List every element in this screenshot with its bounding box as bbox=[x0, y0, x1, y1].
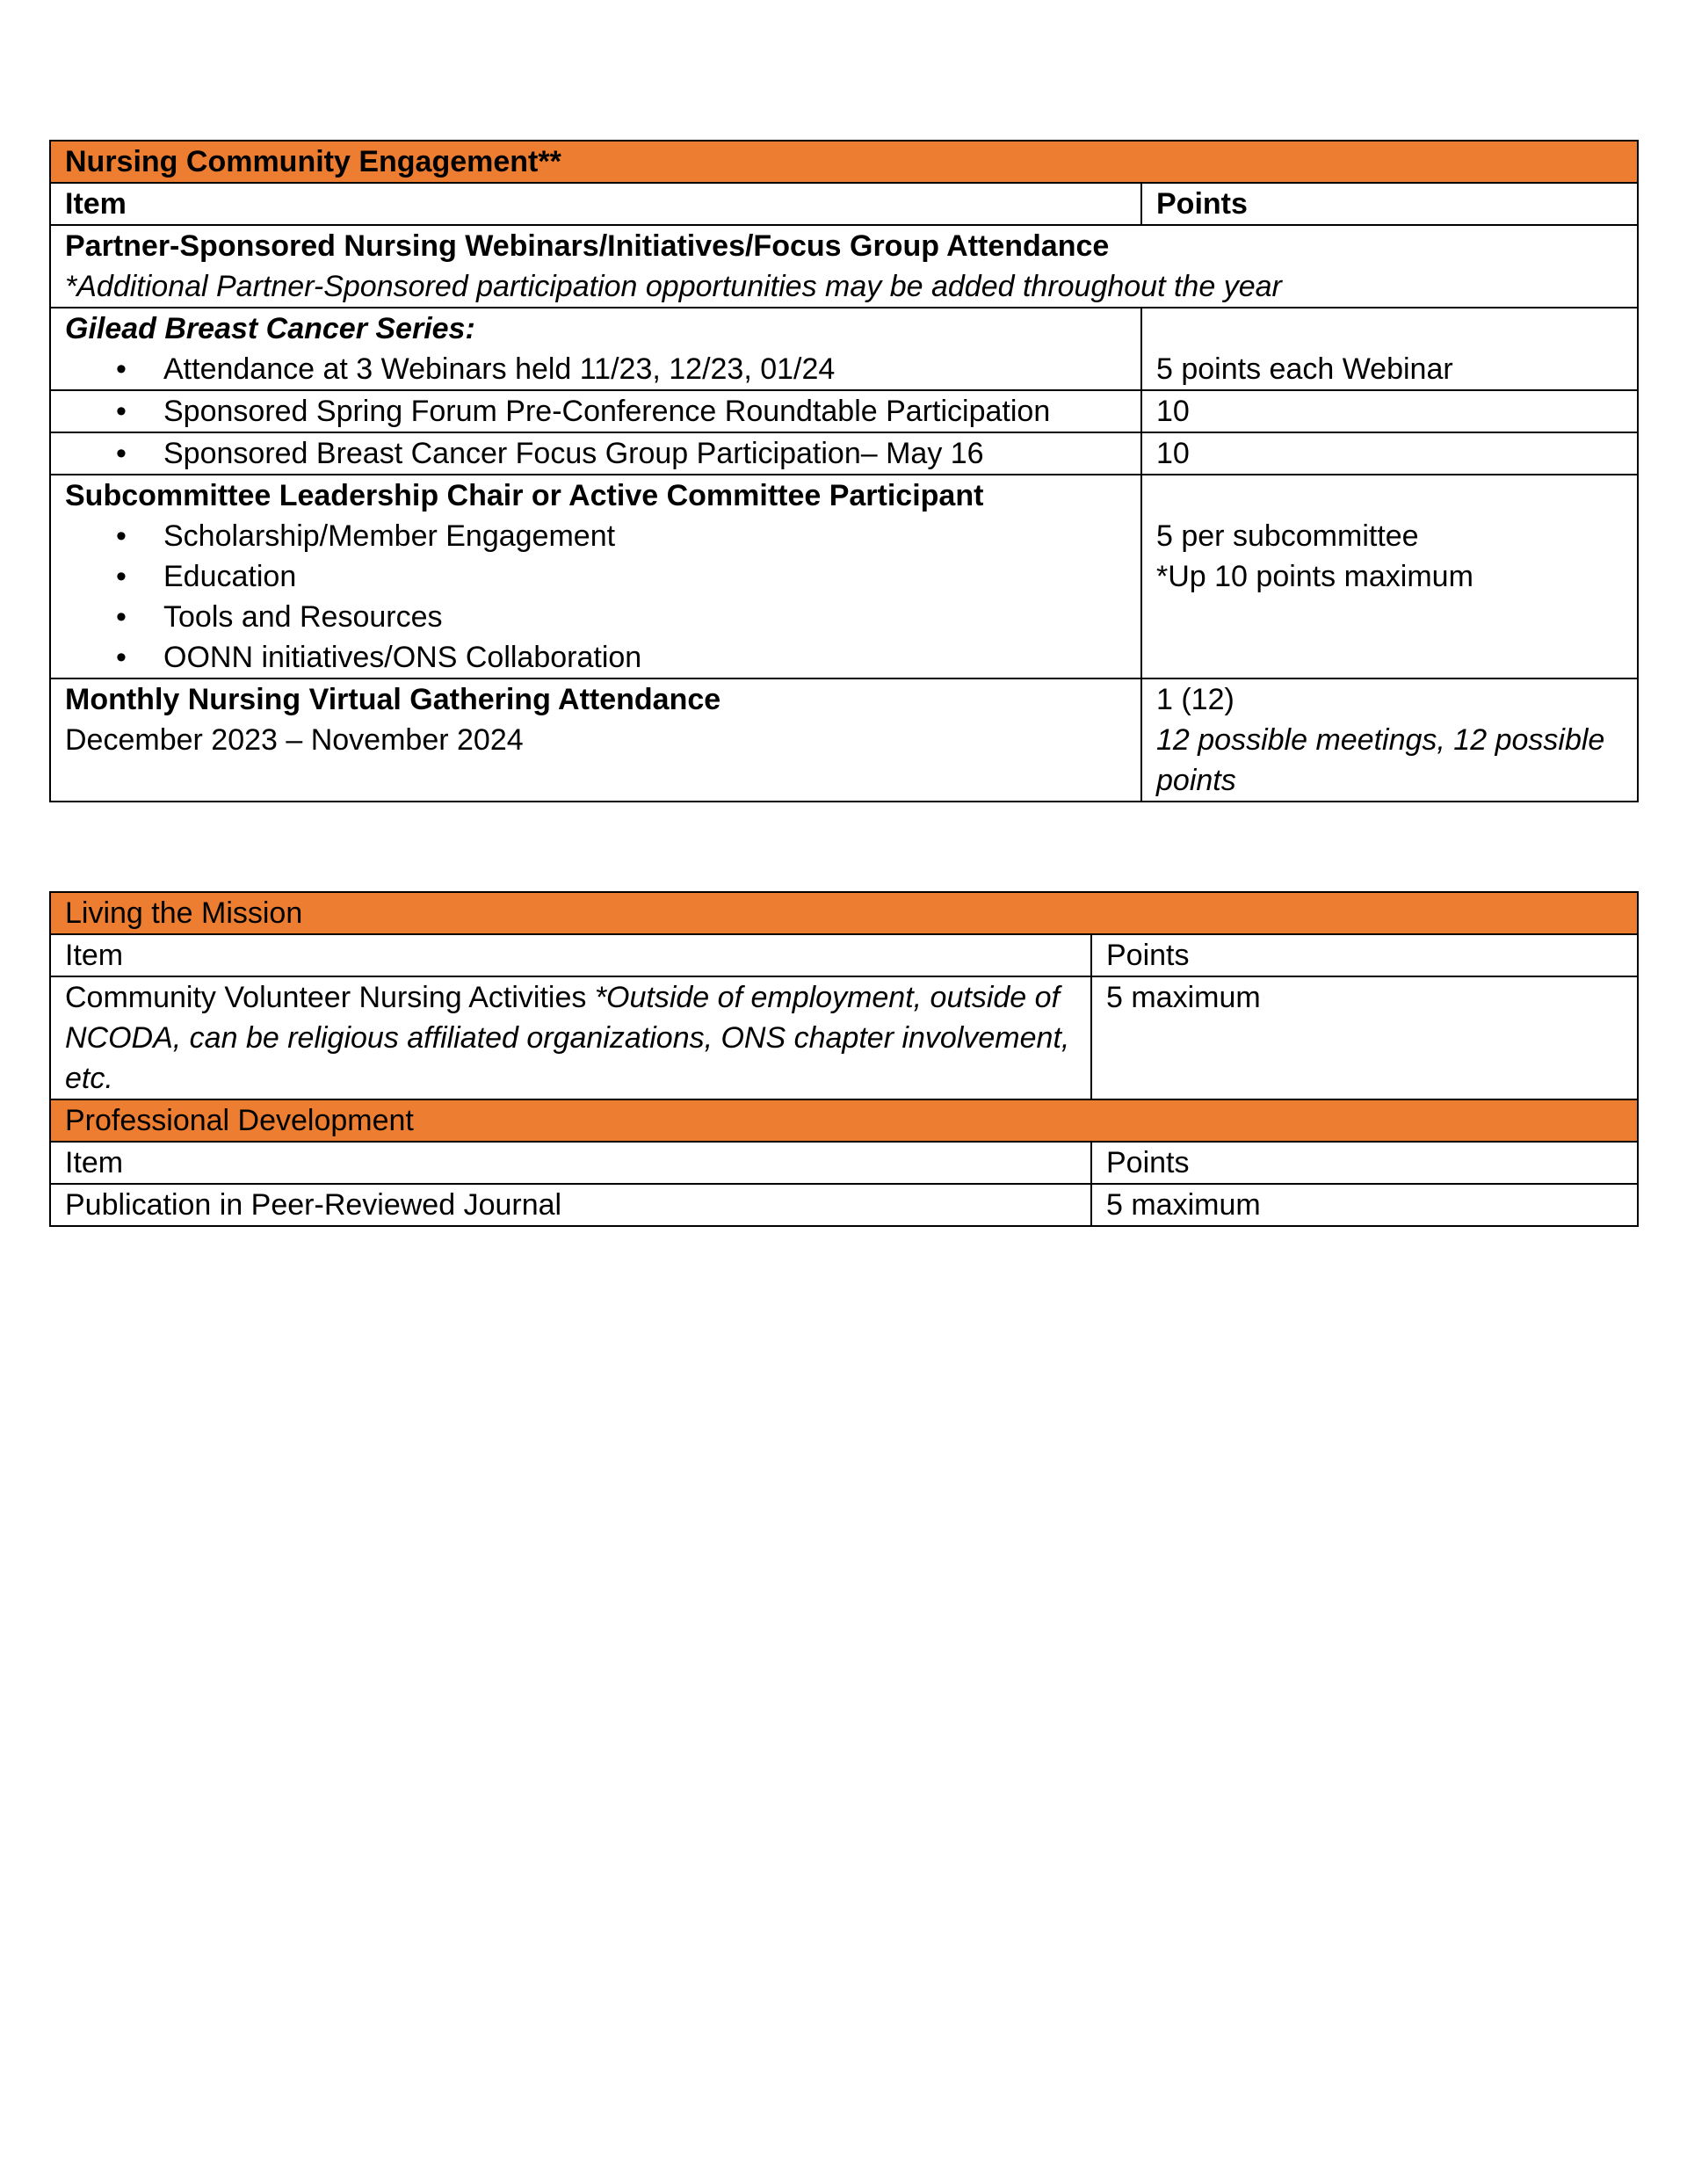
focus-group-row bbox=[50, 432, 1638, 475]
engagement-title: Nursing Community Engagement** bbox=[50, 141, 1638, 183]
mission-column-header-row bbox=[50, 934, 1638, 976]
mission-title: Living the Mission bbox=[50, 892, 1638, 934]
monthly-row bbox=[50, 678, 1638, 802]
subcommittee-list-item: • Scholarship/Member Engagement bbox=[65, 516, 1126, 556]
subcommittee-list-item: • Tools and Resources bbox=[65, 597, 1126, 637]
column-header-points: Points bbox=[1141, 183, 1638, 225]
volunteer-item-note: *Outside of employment, outside of NCODA, can be religious affiliated organizations, ONS chapter involvement, etc. bbox=[65, 981, 1070, 1095]
volunteer-row bbox=[50, 976, 1638, 1099]
monthly-heading: Monthly Nursing Virtual Gathering Attendance bbox=[65, 683, 721, 716]
mission-header-row bbox=[50, 892, 1638, 934]
gilead-webinar-item: • Attendance at 3 Webinars held 11/23, 12/23, 01/24 bbox=[65, 349, 1126, 389]
monthly-item-cell bbox=[50, 678, 1141, 802]
partner-note: *Additional Partner-Sponsored participation opportunities may be added throughout the year bbox=[65, 270, 1282, 303]
subcommittee-list-item: • Education bbox=[65, 556, 1126, 597]
subcommittee-list-item: • OONN initiatives/ONS Collaboration bbox=[65, 637, 1126, 678]
gilead-item-cell bbox=[50, 308, 1141, 390]
column-header-points: Points bbox=[1091, 934, 1638, 976]
partner-heading: Partner-Sponsored Nursing Webinars/Initiatives/Focus Group Attendance bbox=[65, 229, 1110, 263]
engagement-column-header-row bbox=[50, 183, 1638, 225]
subcommittee-row bbox=[50, 475, 1638, 678]
subcommittee-heading: Subcommittee Leadership Chair or Active Committee Participant bbox=[65, 479, 984, 512]
gilead-heading: Gilead Breast Cancer Series: bbox=[65, 312, 475, 345]
monthly-dates: December 2023 – November 2024 bbox=[65, 723, 524, 757]
subcommittee-points-line1: 5 per subcommittee bbox=[1156, 519, 1419, 553]
professional-header-row bbox=[50, 1099, 1638, 1142]
monthly-points-note: 12 possible meetings, 12 possible points bbox=[1156, 723, 1605, 797]
gilead-row bbox=[50, 308, 1638, 390]
spring-forum-item: • Sponsored Spring Forum Pre-Conference Roundtable Participation bbox=[65, 391, 1126, 432]
professional-title: Professional Development bbox=[50, 1099, 1638, 1142]
partner-section-cell bbox=[50, 225, 1638, 308]
spring-forum-row bbox=[50, 390, 1638, 432]
engagement-header-row bbox=[50, 141, 1638, 183]
subcommittee-points-line2: *Up 10 points maximum bbox=[1156, 560, 1473, 593]
column-header-item: Item bbox=[50, 1142, 1091, 1184]
monthly-points-cell bbox=[1141, 678, 1638, 802]
focus-group-item: • Sponsored Breast Cancer Focus Group Participation– May 16 bbox=[65, 433, 1126, 474]
column-header-points: Points bbox=[1091, 1142, 1638, 1184]
monthly-points: 1 (12) bbox=[1156, 683, 1234, 716]
gilead-points-cell bbox=[1141, 308, 1638, 390]
subcommittee-item-cell bbox=[50, 475, 1141, 678]
focus-group-points: 10 bbox=[1141, 432, 1638, 475]
publication-points: 5 maximum bbox=[1091, 1184, 1638, 1226]
gilead-webinar-points: 5 points each Webinar bbox=[1156, 352, 1453, 386]
mission-table bbox=[49, 891, 1639, 1227]
volunteer-item-cell bbox=[50, 976, 1091, 1099]
partner-section-row bbox=[50, 225, 1638, 308]
publication-item: Publication in Peer-Reviewed Journal bbox=[50, 1184, 1091, 1226]
professional-column-header-row bbox=[50, 1142, 1638, 1184]
spring-forum-points: 10 bbox=[1141, 390, 1638, 432]
column-header-item: Item bbox=[50, 934, 1091, 976]
publication-row bbox=[50, 1184, 1638, 1226]
volunteer-points: 5 maximum bbox=[1091, 976, 1638, 1099]
subcommittee-points-cell bbox=[1141, 475, 1638, 678]
engagement-table bbox=[49, 140, 1639, 802]
column-header-item: Item bbox=[50, 183, 1141, 225]
volunteer-item-text: Community Volunteer Nursing Activities bbox=[65, 981, 595, 1014]
